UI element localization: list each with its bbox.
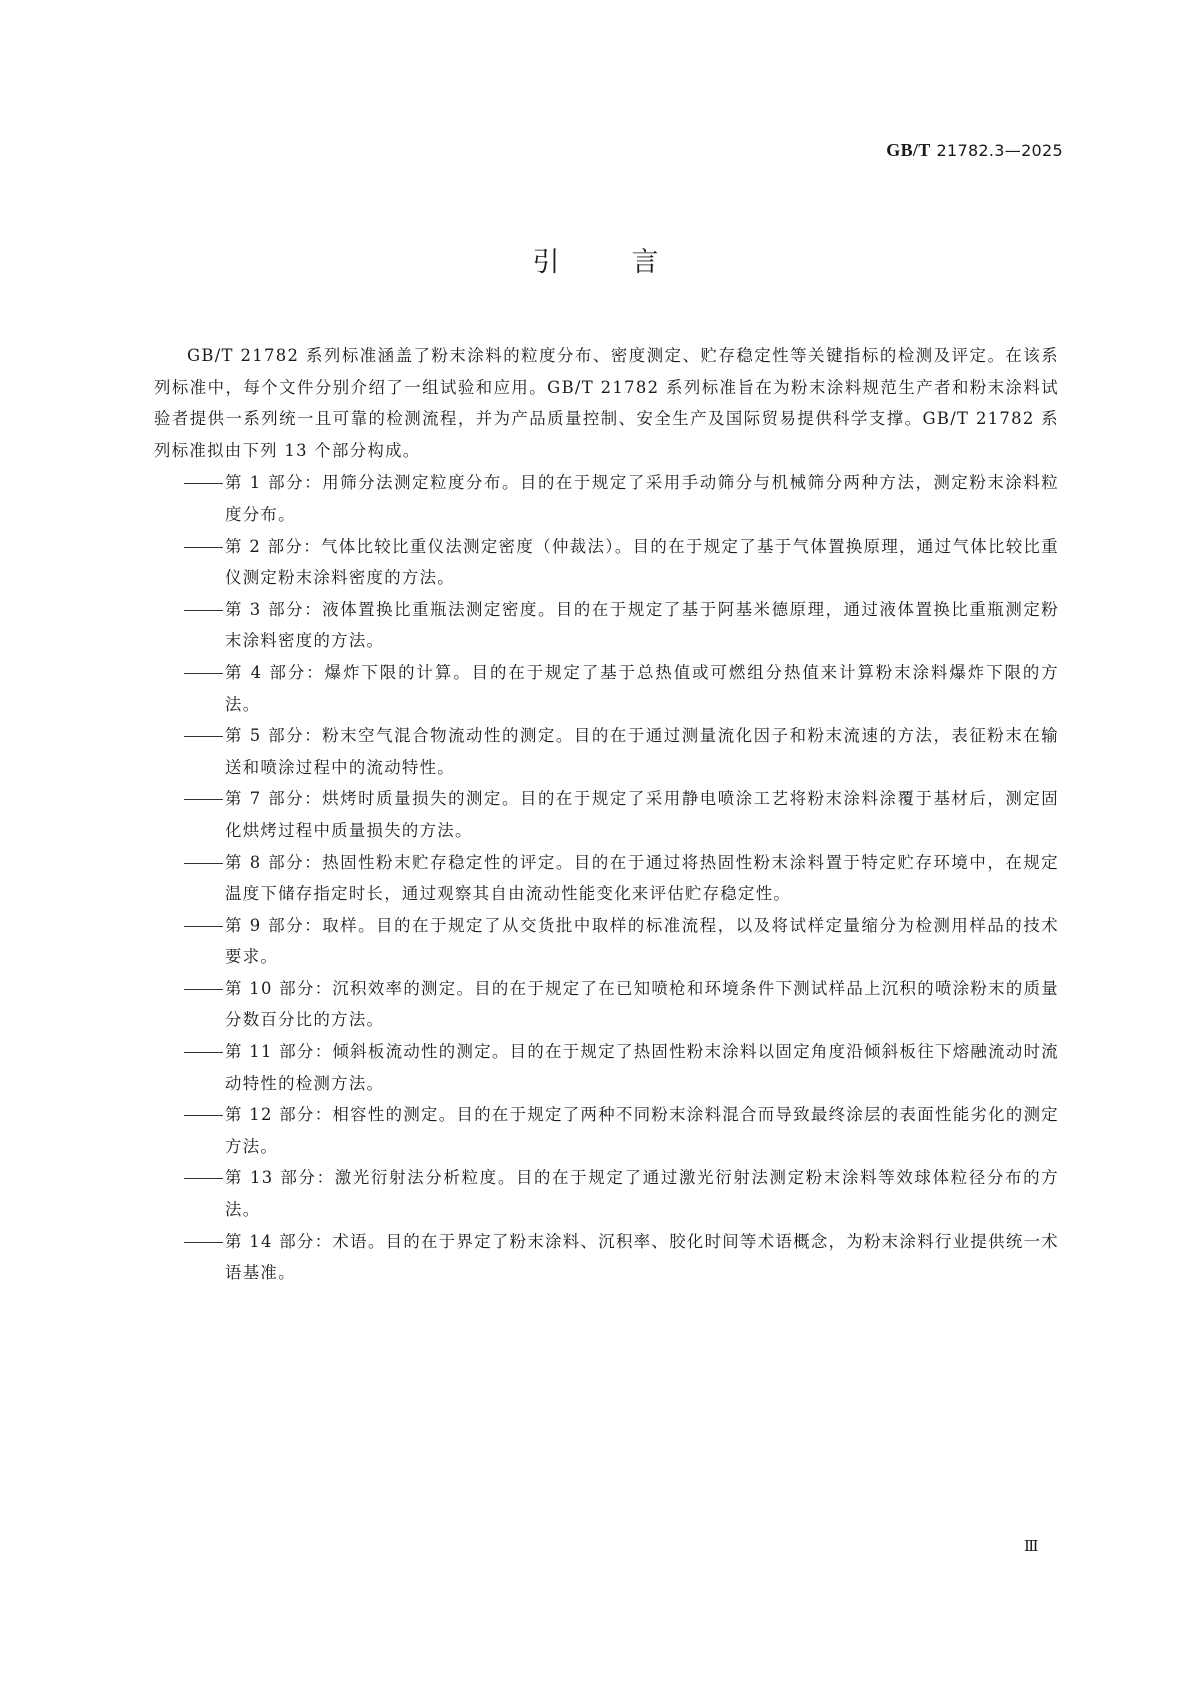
list-item <box>154 1036 1059 1099</box>
em-dash-bullet <box>184 1099 225 1131</box>
list-item-text: 第 2 部分：气体比较比重仪法测定密度（仲裁法）。目的在于规定了基于气体置换原理，通过气体比较比重仪测定粉末涂料密度的方法。 <box>225 536 1059 588</box>
list-item <box>154 973 1059 1036</box>
list-item-text: 第 11 部分：倾斜板流动性的测定。目的在于规定了热固性粉末涂料以固定角度沿倾斜板往下熔融流动时流动特性的检测方法。 <box>225 1042 1059 1093</box>
standard-prefix: GB/T <box>886 140 931 160</box>
em-dash-bullet <box>184 910 225 942</box>
list-item-text: 第 1 部分：用筛分法测定粒度分布。目的在于规定了采用手动筛分与机械筛分两种方法，测定粉末涂料粒度分布。 <box>225 473 1059 524</box>
list-item <box>154 910 1059 973</box>
intro-paragraph: GB/T 21782 系列标准涵盖了粉末涂料的粒度分布、密度测定、贮存稳定性等关键指标的检测及评定。在该系列标准中，每个文件分别介绍了一组试验和应用。GB/T 21782 系列标准旨在为粉末涂料规范生产者和粉末涂料试验者提供一系列统一且可靠的检测流程，并为产品质量控制、安全生产及国际贸易提供科学支撑。GB/T 21782 系列标准拟由下列 13 个部分构成。 <box>154 346 1059 460</box>
em-dash-bullet <box>184 1036 225 1068</box>
page-title: 引言 <box>532 247 731 278</box>
list-item <box>154 467 1059 530</box>
page-number: Ⅲ <box>1024 1539 1039 1555</box>
list-item <box>154 1162 1059 1225</box>
list-item-text: 第 8 部分：热固性粉末贮存稳定性的评定。目的在于通过将热固性粉末涂料置于特定贮存环境中，在规定温度下储存指定时长，通过观察其自由流动性能变化来评估贮存稳定性。 <box>225 852 1059 904</box>
list-item <box>154 783 1059 846</box>
em-dash-bullet <box>184 1226 225 1258</box>
list-item-text: 第 12 部分：相容性的测定。目的在于规定了两种不同粉末涂料混合而导致最终涂层的表面性能劣化的测定方法。 <box>225 1105 1059 1156</box>
em-dash-bullet <box>184 1162 225 1194</box>
em-dash-bullet <box>184 657 225 689</box>
list-item <box>154 594 1059 657</box>
em-dash-bullet <box>184 720 225 752</box>
list-item <box>154 847 1059 910</box>
em-dash-bullet <box>184 531 225 563</box>
list-item-text: 第 7 部分：烘烤时质量损失的测定。目的在于规定了采用静电喷涂工艺将粉末涂料涂覆于基材后，测定固化烘烤过程中质量损失的方法。 <box>225 789 1059 840</box>
document-body <box>154 340 1059 1289</box>
list-item <box>154 720 1059 783</box>
list-item-text: 第 9 部分：取样。目的在于规定了从交货批中取样的标准流程，以及将试样定量缩分为检测用样品的技术要求。 <box>225 915 1059 967</box>
standard-number: 21782.3—2025 <box>936 141 1063 160</box>
em-dash-bullet <box>184 467 225 499</box>
list-item <box>154 1226 1059 1289</box>
list-item-text: 第 3 部分：液体置换比重瓶法测定密度。目的在于规定了基于阿基米德原理，通过液体置换比重瓶测定粉末涂料密度的方法。 <box>225 599 1059 651</box>
em-dash-bullet <box>184 594 225 626</box>
list-item-text: 第 4 部分：爆炸下限的计算。目的在于规定了基于总热值或可燃组分热值来计算粉末涂料爆炸下限的方法。 <box>225 662 1059 714</box>
list-item <box>154 1099 1059 1162</box>
list-item-text: 第 14 部分：术语。目的在于界定了粉末涂料、沉积率、胶化时间等术语概念，为粉末涂料行业提供统一术语基准。 <box>225 1231 1059 1283</box>
list-item-text: 第 10 部分：沉积效率的测定。目的在于规定了在已知喷枪和环境条件下测试样品上沉积的喷涂粉末的质量分数百分比的方法。 <box>225 978 1059 1030</box>
standard-code <box>886 140 1063 161</box>
em-dash-bullet <box>184 847 225 879</box>
list-item-text: 第 5 部分：粉末空气混合物流动性的测定。目的在于通过测量流化因子和粉末流速的方法，表征粉末在输送和喷涂过程中的流动特性。 <box>225 726 1059 777</box>
em-dash-bullet <box>184 783 225 815</box>
list-item-text: 第 13 部分：激光衍射法分析粒度。目的在于规定了通过激光衍射法测定粉末涂料等效球体粒径分布的方法。 <box>225 1168 1059 1220</box>
list-item <box>154 657 1059 720</box>
list-item <box>154 531 1059 594</box>
em-dash-bullet <box>184 973 225 1005</box>
